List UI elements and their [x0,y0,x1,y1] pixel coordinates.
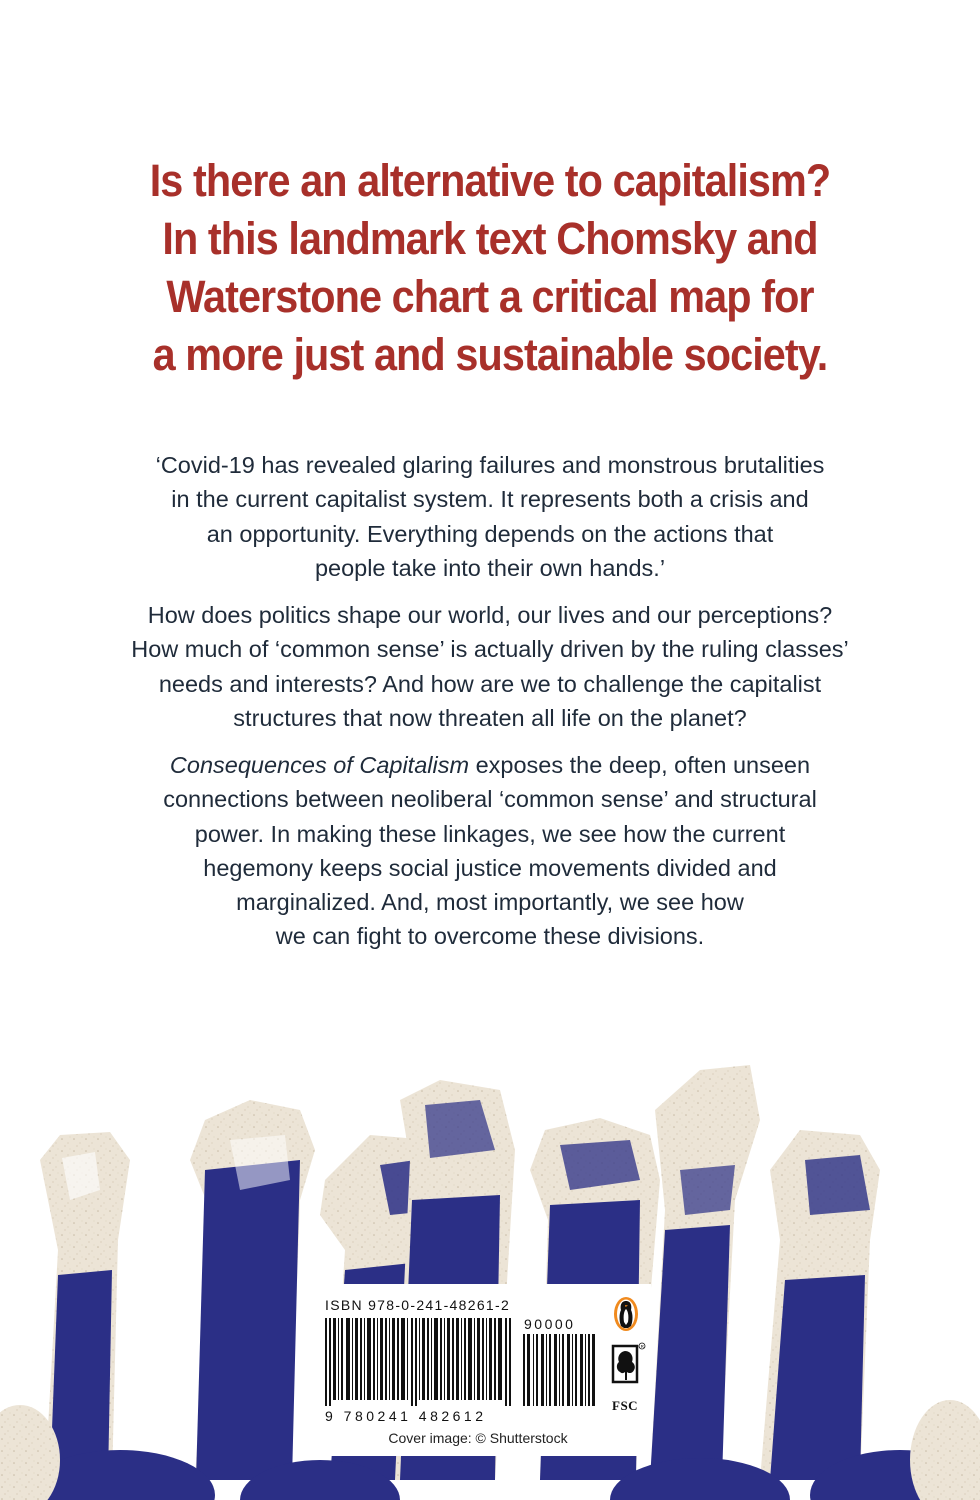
questions-line: How much of ‘common sense’ is actually driven by the ruling classes’ [131,636,849,663]
barcode-addon [523,1334,595,1406]
fist-left [190,1100,315,1480]
price-code: 90000 [524,1316,576,1332]
fsc-tree-icon [607,1342,647,1394]
questions-paragraph [70,598,910,735]
fist-right [650,1065,760,1480]
svg-text:R: R [640,1344,644,1349]
quote-line: in the current capitalist system. It represents both a crisis and [171,486,809,513]
headline-line: Is there an alternative to capitalism? [149,155,831,206]
barcode-panel [305,1284,651,1456]
summary-line: hegemony keeps social justice movements divided and [203,854,777,881]
barcode-main [325,1318,515,1406]
ean-digits: 9 780241 482612 [325,1408,487,1424]
summary-line: connections between neoliberal ‘common sense’ and structural [163,786,817,813]
fsc-label: FSC [612,1398,639,1413]
summary-paragraph [70,748,910,954]
questions-line: How does politics shape our world, our lives and our perceptions? [147,602,833,628]
quote-line: people take into their own hands.’ [314,554,666,581]
quote-paragraph [70,448,910,585]
quote-line: ‘Covid-19 has revealed glaring failures and monstrous brutalities [155,452,825,478]
summary-line-rest: exposes the deep, often unseen [469,752,811,778]
summary-line: marginalized. And, most importantly, we see how [236,889,744,916]
quote-line: an opportunity. Everything depends on the actions that [206,520,774,547]
summary-line: power. In making these linkages, we see how the current [194,820,786,847]
headline-line: In this landmark text Chomsky and [162,213,818,264]
fist-far-right [760,1130,880,1480]
headline-line: a more just and sustainable society. [152,329,828,380]
headline-line: Waterstone chart a critical map for [166,271,814,322]
fist-far-left [40,1132,130,1480]
book-title: Consequences of Capitalism [169,752,470,778]
questions-line: needs and interests? And how are we to challenge the capitalist [158,670,822,697]
summary-first-line [70,748,910,782]
questions-line: structures that now threaten all life on the planet? [233,704,747,731]
isbn-label: ISBN 978-0-241-48261-2 [325,1297,511,1313]
cover-credit: Cover image: © Shutterstock [388,1430,568,1446]
headline [94,152,885,384]
summary-line: we can fight to overcome these divisions. [275,923,705,950]
penguin-logo-icon [613,1296,639,1332]
